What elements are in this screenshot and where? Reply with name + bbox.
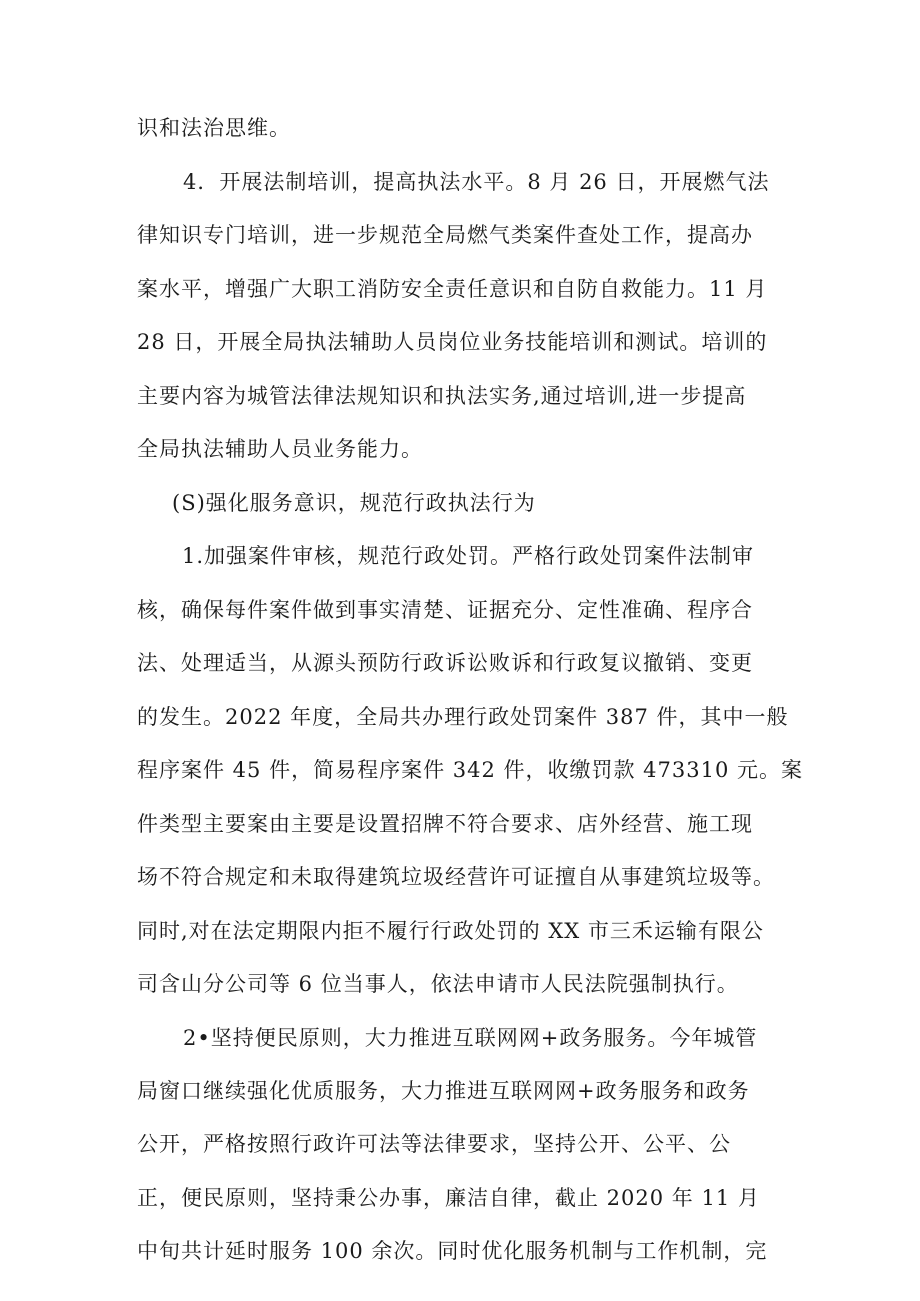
- text-line: 全局执法辅助人员业务能力。: [137, 437, 423, 461]
- section-heading: (S)强化服务意识，规范行政执法行为: [172, 491, 536, 515]
- text-line: 的发生。2022 年度，全局共办理行政处罚案件 387 件，其中一般: [137, 705, 789, 729]
- text-line: 中旬共计延时服务 100 余次。同时优化服务机制与工作机制，完: [137, 1239, 768, 1263]
- text-line: 场不符合规定和未取得建筑垃圾经营许可证擅自从事建筑垃圾等。: [137, 865, 775, 889]
- text-line: 28 日，开展全局执法辅助人员岗位业务技能培训和测试。培训的: [137, 330, 768, 354]
- text-line: 同时,对在法定期限内拒不履行行政处罚的 XX 市三禾运输有限公: [137, 919, 764, 943]
- text-line: 律知识专门培训，进一步规范全局燃气类案件查处工作，提高办: [137, 223, 753, 247]
- text-line: 4．开展法制培训，提高执法水平。8 月 26 日，开展燃气法: [183, 170, 770, 194]
- text-line: 件类型主要案由主要是设置招牌不符合要求、店外经营、施工现: [137, 812, 753, 836]
- text-line: 法、处理适当，从源头预防行政诉讼败诉和行政复议撤销、变更: [137, 651, 753, 675]
- text-line: 核，确保每件案件做到事实清楚、证据充分、定性准确、程序合: [137, 598, 753, 622]
- text-line: 主要内容为城管法律法规知识和执法实务,通过培训,进一步提高: [137, 384, 747, 408]
- text-line: 公开，严格按照行政许可法等法律要求，坚持公开、公平、公: [137, 1132, 731, 1156]
- text-line: 程序案件 45 件，简易程序案件 342 件，收缴罚款 473310 元。案: [137, 758, 804, 782]
- text-line: 2•坚持便民原则，大力推进互联网网+政务服务。今年城管: [183, 1026, 758, 1050]
- text-line: 识和法治思维。: [137, 116, 291, 140]
- text-line: 案水平，增强广大职工消防安全责任意识和自防自救能力。11 月: [137, 277, 768, 301]
- text-line: 司含山分公司等 6 位当事人，依法申请市人民法院强制执行。: [137, 972, 739, 996]
- text-line: 1.加强案件审核，规范行政处罚。严格行政处罚案件法制审: [182, 544, 755, 568]
- text-line: 局窗口继续强化优质服务，大力推进互联网网+政务服务和政务: [137, 1079, 750, 1103]
- text-line: 正，便民原则，坚持秉公办事，廉洁自律，截止 2020 年 11 月: [137, 1186, 760, 1210]
